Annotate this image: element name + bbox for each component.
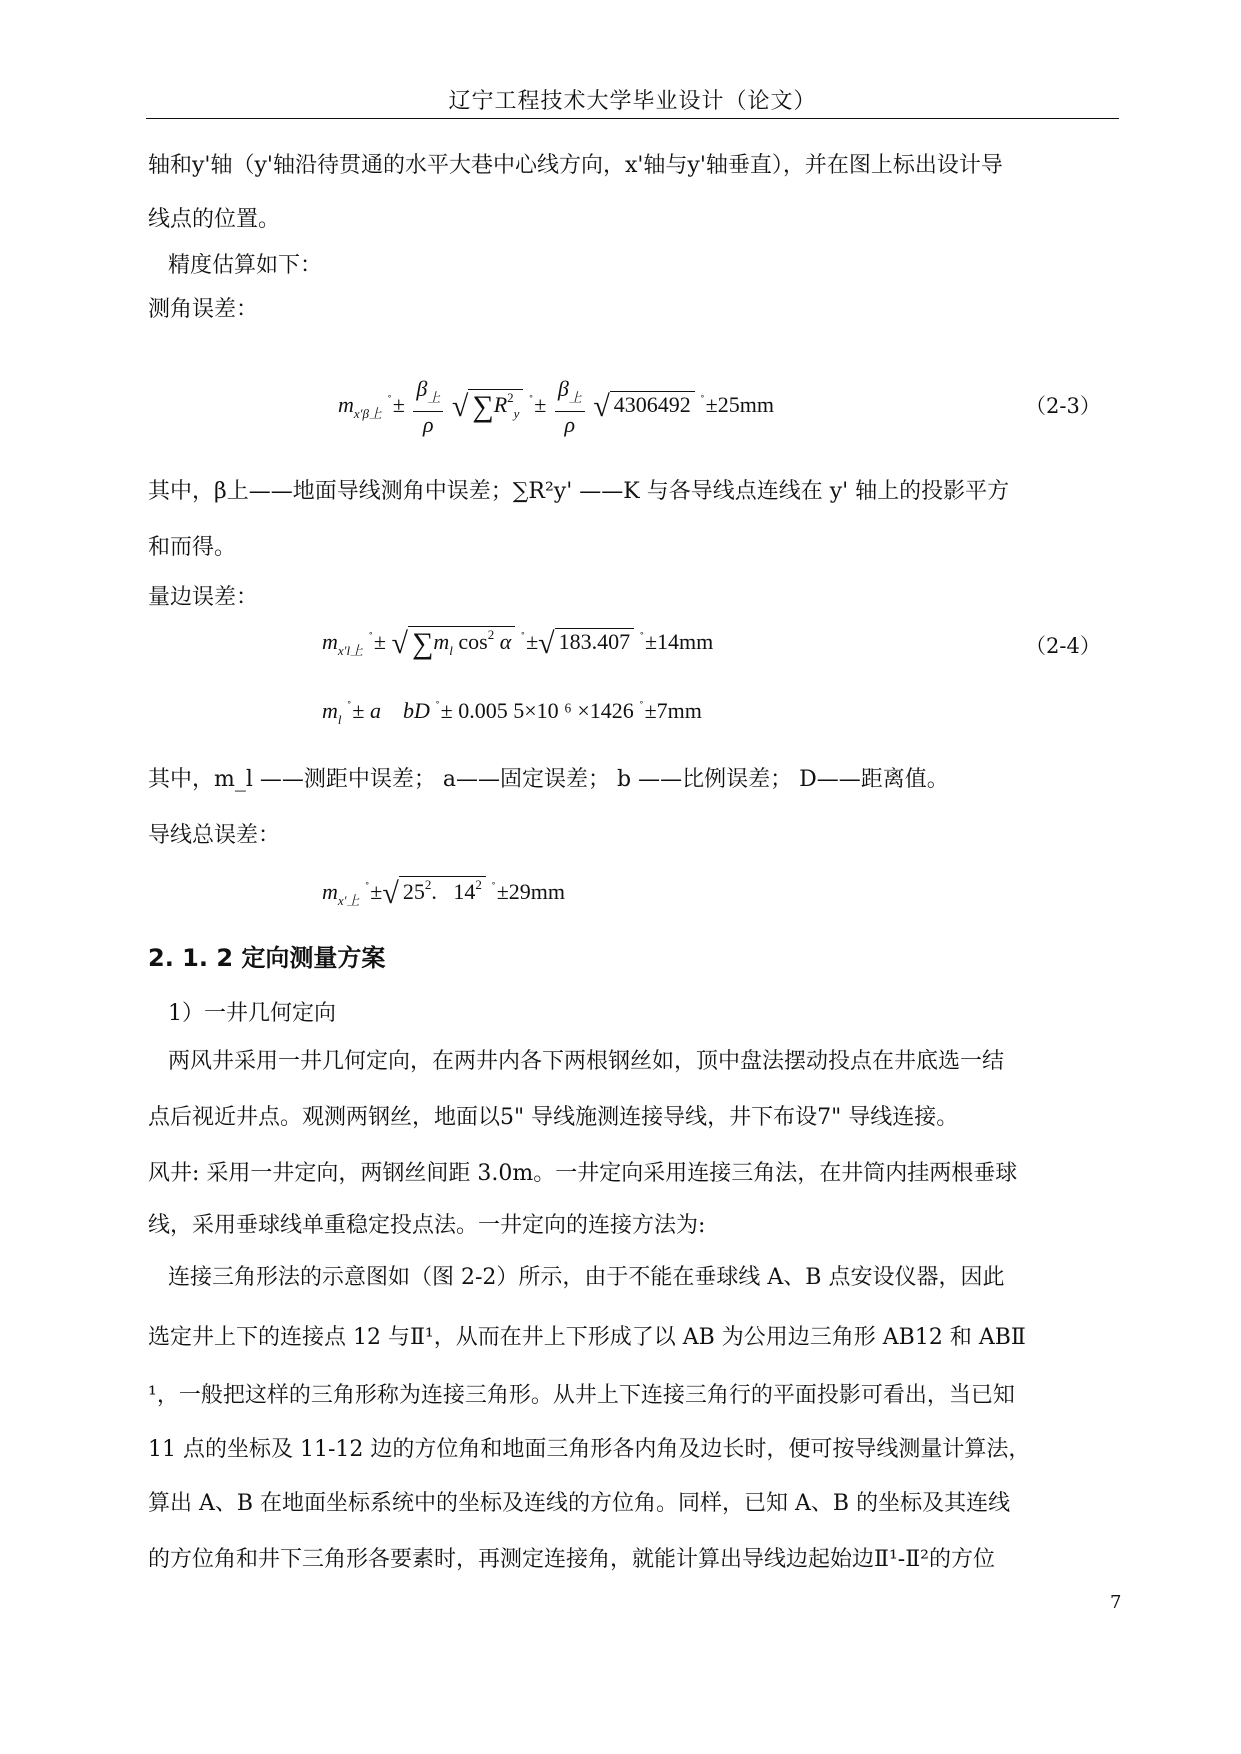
equation-ml: $m_l$ ˚± a bD ˚± 0.005 5×10 ⁶ ×1426 ˚±7mm <box>322 698 702 727</box>
equation-number: （2-3） <box>1025 394 1101 418</box>
paragraph-line: 精度估算如下： <box>168 253 323 278</box>
paragraph-line: 轴和y'轴（y'轴沿待贯通的水平大巷中心线方向，x'轴与y'轴垂直），并在图上标出设计导 <box>148 153 1003 178</box>
page-header: 辽宁工程技术大学毕业设计（论文） <box>448 89 817 114</box>
eq23-value: ±25mm <box>705 392 774 418</box>
paragraph-line: 点后视近井点。观测两钢丝，地面以5" 导线施测连接导线，井下布设7" 导线连接。 <box>148 1105 959 1130</box>
header-rule <box>146 118 1119 119</box>
paragraph-line: 的方位角和井下三角形各要素时，再测定连接角，就能计算出导线边起始边Ⅱ¹-Ⅱ²的方位 <box>148 1547 995 1572</box>
paragraph-line: 量边误差： <box>148 585 259 610</box>
paragraph-line: 其中，β上——地面导线测角中误差；∑R²y' ——K 与各导线点连线在 y' 轴上的投影平方 <box>148 479 1010 504</box>
subheading: 1）一井几何定向 <box>168 1001 336 1026</box>
eq24-value: ±14mm <box>644 629 714 654</box>
eq24b-value: ±7mm <box>644 698 702 723</box>
equation-2-3: $m_{x'\beta 上}$ ˚± $\frac{\beta_上}{\rho}$ √ $\sum R^2_y$ ˚± $\frac{\beta_上}{\rho}$ √ 4306492 ˚±25mm <box>338 376 774 437</box>
paragraph-line: 选定井上下的连接点 12 与Ⅱ¹，从而在井上下形成了以 AB 为公用边三角形 AB12 和 ABⅡ <box>148 1325 1026 1350</box>
section-heading: 2. 1. 2 定向测量方案 <box>148 944 386 972</box>
paragraph-line: 连接三角形法的示意图如（图 2-2）所示，由于不能在垂球线 A、B 点安设仪器，因此 <box>168 1265 1005 1290</box>
paragraph-line: 线，采用垂球线单重稳定投点法。一井定向的连接方法为: <box>148 1213 706 1238</box>
eq24b-text: 0.005 5×10 ⁶ ×1426 <box>458 698 634 723</box>
paragraph-line: 其中，m_l ——测距中误差； a——固定误差； b ——比例误差； D——距离值。 <box>148 767 949 792</box>
eq23-radicand: 4306492 <box>610 391 695 418</box>
eq24-radicand: 183.407 <box>555 628 635 655</box>
equation-2-4: $m_{x'l上}$ ˚± √ $\sum m_l$ $\cos^2 \alpha$ ˚±√ 183.407 ˚±14mm <box>322 627 714 660</box>
eq-total-value: ±29mm <box>496 879 565 904</box>
paragraph-line: 算出 A、B 在地面坐标系统中的坐标及连线的方位角。同样，已知 A、B 的坐标及其连线 <box>148 1491 1011 1516</box>
paragraph-line: 测角误差： <box>148 297 259 322</box>
page-number: 7 <box>1110 1592 1122 1613</box>
paragraph-line: 线点的位置。 <box>148 207 281 232</box>
equation-total: $m_{x'上}$ ˚±√ $25^2$. $14^2$ ˚±29mm <box>322 877 565 910</box>
paragraph-line: 两风井采用一井几何定向，在两井内各下两根钢丝如，顶中盘法摆动投点在井底选一结 <box>168 1049 1005 1074</box>
paragraph-line: 和而得。 <box>148 535 237 560</box>
paragraph-line: 导线总误差： <box>148 823 281 848</box>
paragraph-line: ¹，一般把这样的三角形称为连接三角形。从井上下连接三角行的平面投影可看出，当已知 <box>148 1383 1015 1408</box>
paragraph-line: 风井: 采用一井定向，两钢丝间距 3.0m。一井定向采用连接三角法，在井筒内挂两根垂球 <box>148 1161 1018 1186</box>
paragraph-line: 11 点的坐标及 11-12 边的方位角和地面三角形各内角及边长时，便可按导线测量计算法， <box>148 1437 1031 1462</box>
equation-number: （2-4） <box>1025 634 1101 658</box>
